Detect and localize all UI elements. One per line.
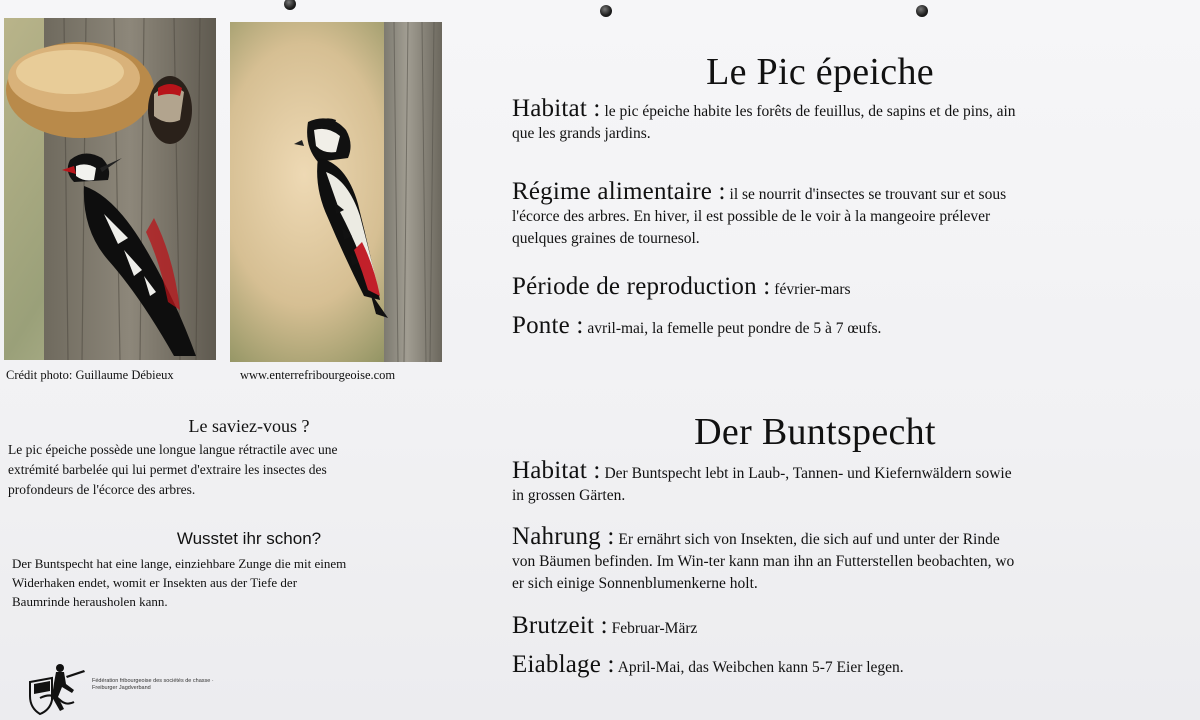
de-habitat: Habitat : Der Buntspecht lebt in Laub-, Tannen- und Kiefernwäldern sowie in grossen Gärten. [512,457,1012,504]
mounting-bolt [600,5,612,17]
woodpecker-photo-trunk [230,22,442,362]
hunter-federation-logo [26,660,86,716]
de-laying: Eiablage : April-Mai, das Weibchen kann 5-7 Eier legen. [512,651,904,678]
de-breeding: Brutzeit : Februar-März [512,612,698,639]
fr-did-you-know-text: Le pic épeiche possède une longue langue rétractile avec une extrémité barbelée qui lui permet d'extraire les insectes des profondeurs de l'écorce des arbres. [8,442,338,497]
fr-laying: Ponte : avril-mai, la femelle peut pondre de 5 à 7 œufs. [512,312,882,339]
photo-credit: Crédit photo: Guillaume Débieux [6,368,174,382]
mounting-bolt [284,0,296,10]
de-food-label: Nahrung : [512,523,615,550]
fr-diet-label: Régime alimentaire : [512,178,726,205]
de-did-you-know-text: Der Buntspecht hat eine lange, einziehbare Zunge die mit einem Widerhaken endet, womit er Insekten aus der Tiefe der Baumrinde herausholen kann. [12,556,347,609]
website-caption: www.enterrefribourgeoise.com [240,368,396,382]
de-laying-label: Eiablage : [512,651,615,678]
de-habitat-label: Habitat : [512,457,601,484]
fr-habitat-label: Habitat : [512,95,601,122]
de-food: Nahrung : Er ernährt sich von Insekten, die sich auf und unter der Rinde von Bäumen befinden. Im Win-ter kann man ihn an Futterstellen beobachten, wo er sich einige Sonnenblumenkerne holt. [512,523,1015,592]
de-did-you-know-title: Wusstet ihr schon? [176,529,322,548]
fr-laying-label: Ponte : [512,312,584,339]
de-breeding-label: Brutzeit : [512,612,608,639]
fr-breeding: Période de reproduction : février-mars [512,273,851,300]
logo-caption: Fédération fribourgeoise des sociétés de chasse · Freiburger Jagdverband [92,678,214,691]
fr-habitat: Habitat : le pic épeiche habite les forêts de feuillus, de sapins et de pins, ain que les grands jardins. [512,95,1016,142]
fr-title: Le Pic épeiche [706,51,934,93]
woodpecker-photo-nest [4,18,216,360]
fr-did-you-know-title: Le saviez-vous ? [188,416,310,436]
mounting-bolt [916,5,928,17]
fr-diet: Régime alimentaire : il se nourrit d'insectes se trouvant sur et sous l'écorce des arbres. En hiver, il est possible de le voir à la mangeoire prélever quelques graines de tournesol. [512,178,1007,247]
de-title: Der Buntspecht [694,411,936,453]
fr-breeding-label: Période de reproduction : [512,273,771,300]
